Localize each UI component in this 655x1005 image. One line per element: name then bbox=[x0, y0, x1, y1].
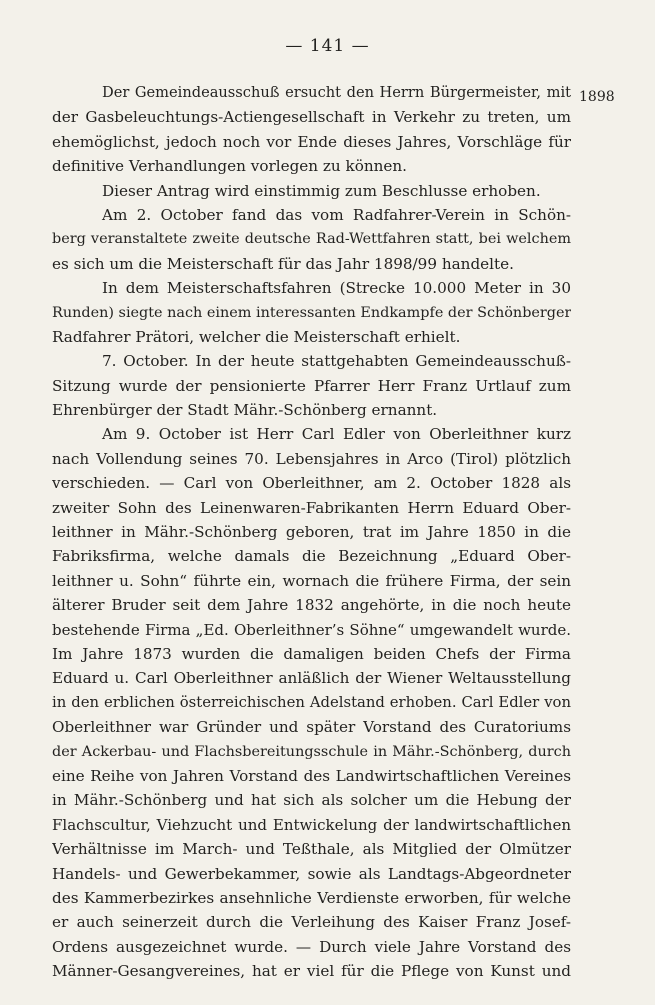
text-line: der Gasbeleuchtungs-Actiengesellschaft in Verkehr zu treten, um bbox=[52, 108, 571, 127]
text-line: es sich um die Meisterschaft für das Jahr 1898/99 handelte. bbox=[52, 254, 514, 273]
text-line: ehemöglichst, jedoch noch vor Ende dieses Jahres, Vorschläge für bbox=[52, 132, 571, 151]
text-line: Eduard u. Carl Oberleithner anläßlich der Wiener Weltausstellung bbox=[52, 669, 571, 688]
text-line: Flachscultur, Viehzucht und Entwickelung der landwirtschaftlichen bbox=[52, 815, 571, 834]
text-line: berg veranstaltete zweite deutsche Rad-Wettfahren statt, bei welchem bbox=[52, 231, 571, 248]
text-line: Verhältnisse im March- und Teßthale, als Mitglied der Olmützer bbox=[52, 840, 571, 859]
text-line: Sitzung wurde der pensionierte Pfarrer Herr Franz Urtlauf zum bbox=[52, 376, 571, 395]
text-line: definitive Verhandlungen vorlegen zu können. bbox=[52, 157, 407, 176]
text-line: bestehende Firma „Ed. Oberleithner’s Söhne“ umgewandelt wurde. bbox=[52, 620, 571, 639]
text-line: In dem Meisterschaftsfahren (Strecke 10.000 Meter in 30 bbox=[102, 279, 571, 298]
text-line: er auch seinerzeit durch die Verleihung des Kaiser Franz Josef- bbox=[52, 913, 571, 932]
text-line: in den erblichen österreichischen Adelstand erhoben. Carl Edler von bbox=[52, 693, 571, 711]
text-line: in Mähr.-Schönberg und hat sich als solcher um die Hebung der bbox=[52, 791, 571, 810]
text-line: Im Jahre 1873 wurden die damaligen beiden Chefs der Firma bbox=[52, 644, 571, 663]
text-line: Runden) siegte nach einem interessanten Endkampfe der Schönberger bbox=[52, 304, 571, 321]
text-line: zweiter Sohn des Leinenwaren-Fabrikanten Herrn Eduard Ober- bbox=[52, 498, 571, 517]
text-line: Ordens ausgezeichnet wurde. — Durch viele Jahre Vorstand des bbox=[52, 937, 571, 956]
text-line: Handels- und Gewerbekammer, sowie als Landtags-Abgeordneter bbox=[52, 864, 571, 883]
text-line: leithner u. Sohn“ führte ein, wornach die frühere Firma, der sein bbox=[52, 571, 571, 590]
text-line: 7. October. In der heute stattgehabten Gemeindeausschuß- bbox=[102, 352, 571, 371]
text-line: Am 2. October fand das vom Radfahrer-Verein in Schön- bbox=[102, 205, 571, 224]
text-line: Am 9. October ist Herr Carl Edler von Oberleithner kurz bbox=[102, 425, 571, 444]
text-line: des Kammerbezirkes ansehnliche Verdienste erworben, für welche bbox=[52, 888, 571, 907]
text-line: der Ackerbau- und Flachsbereitungsschule in Mähr.-Schönberg, durch bbox=[52, 743, 571, 760]
text-line: nach Vollendung seines 70. Lebensjahres in Arco (Tirol) plötzlich bbox=[52, 449, 571, 468]
text-line: älterer Bruder seit dem Jahre 1832 angehörte, in die noch heute bbox=[52, 596, 571, 615]
text-line: Fabriksfirma, welche damals die Bezeichnung „Eduard Ober- bbox=[52, 547, 571, 566]
text-line: verschieden. — Carl von Oberleithner, am 2. October 1828 als bbox=[52, 474, 571, 493]
page-number: — 141 — bbox=[285, 36, 370, 56]
text-line: Männer-Gesangvereines, hat er viel für die Pflege von Kunst und bbox=[52, 962, 571, 981]
text-line: eine Reihe von Jahren Vorstand des Landwirtschaftlichen Vereines bbox=[52, 766, 571, 785]
body-text bbox=[52, 81, 571, 983]
margin-year-note: 1898 bbox=[579, 89, 615, 105]
text-line: Dieser Antrag wird einstimmig zum Beschlusse erhoben. bbox=[102, 181, 541, 200]
text-line: Der Gemeindeausschuß ersucht den Herrn Bürgermeister, mit bbox=[102, 84, 571, 101]
text-line: Oberleithner war Gründer und später Vorstand des Curatoriums bbox=[52, 718, 571, 737]
text-line: leithner in Mähr.-Schönberg geboren, trat im Jahre 1850 in die bbox=[52, 523, 571, 542]
text-line: Ehrenbürger der Stadt Mähr.-Schönberg ernannt. bbox=[52, 401, 438, 420]
text-line: Radfahrer Prätori, welcher die Meisterschaft erhielt. bbox=[52, 327, 461, 346]
